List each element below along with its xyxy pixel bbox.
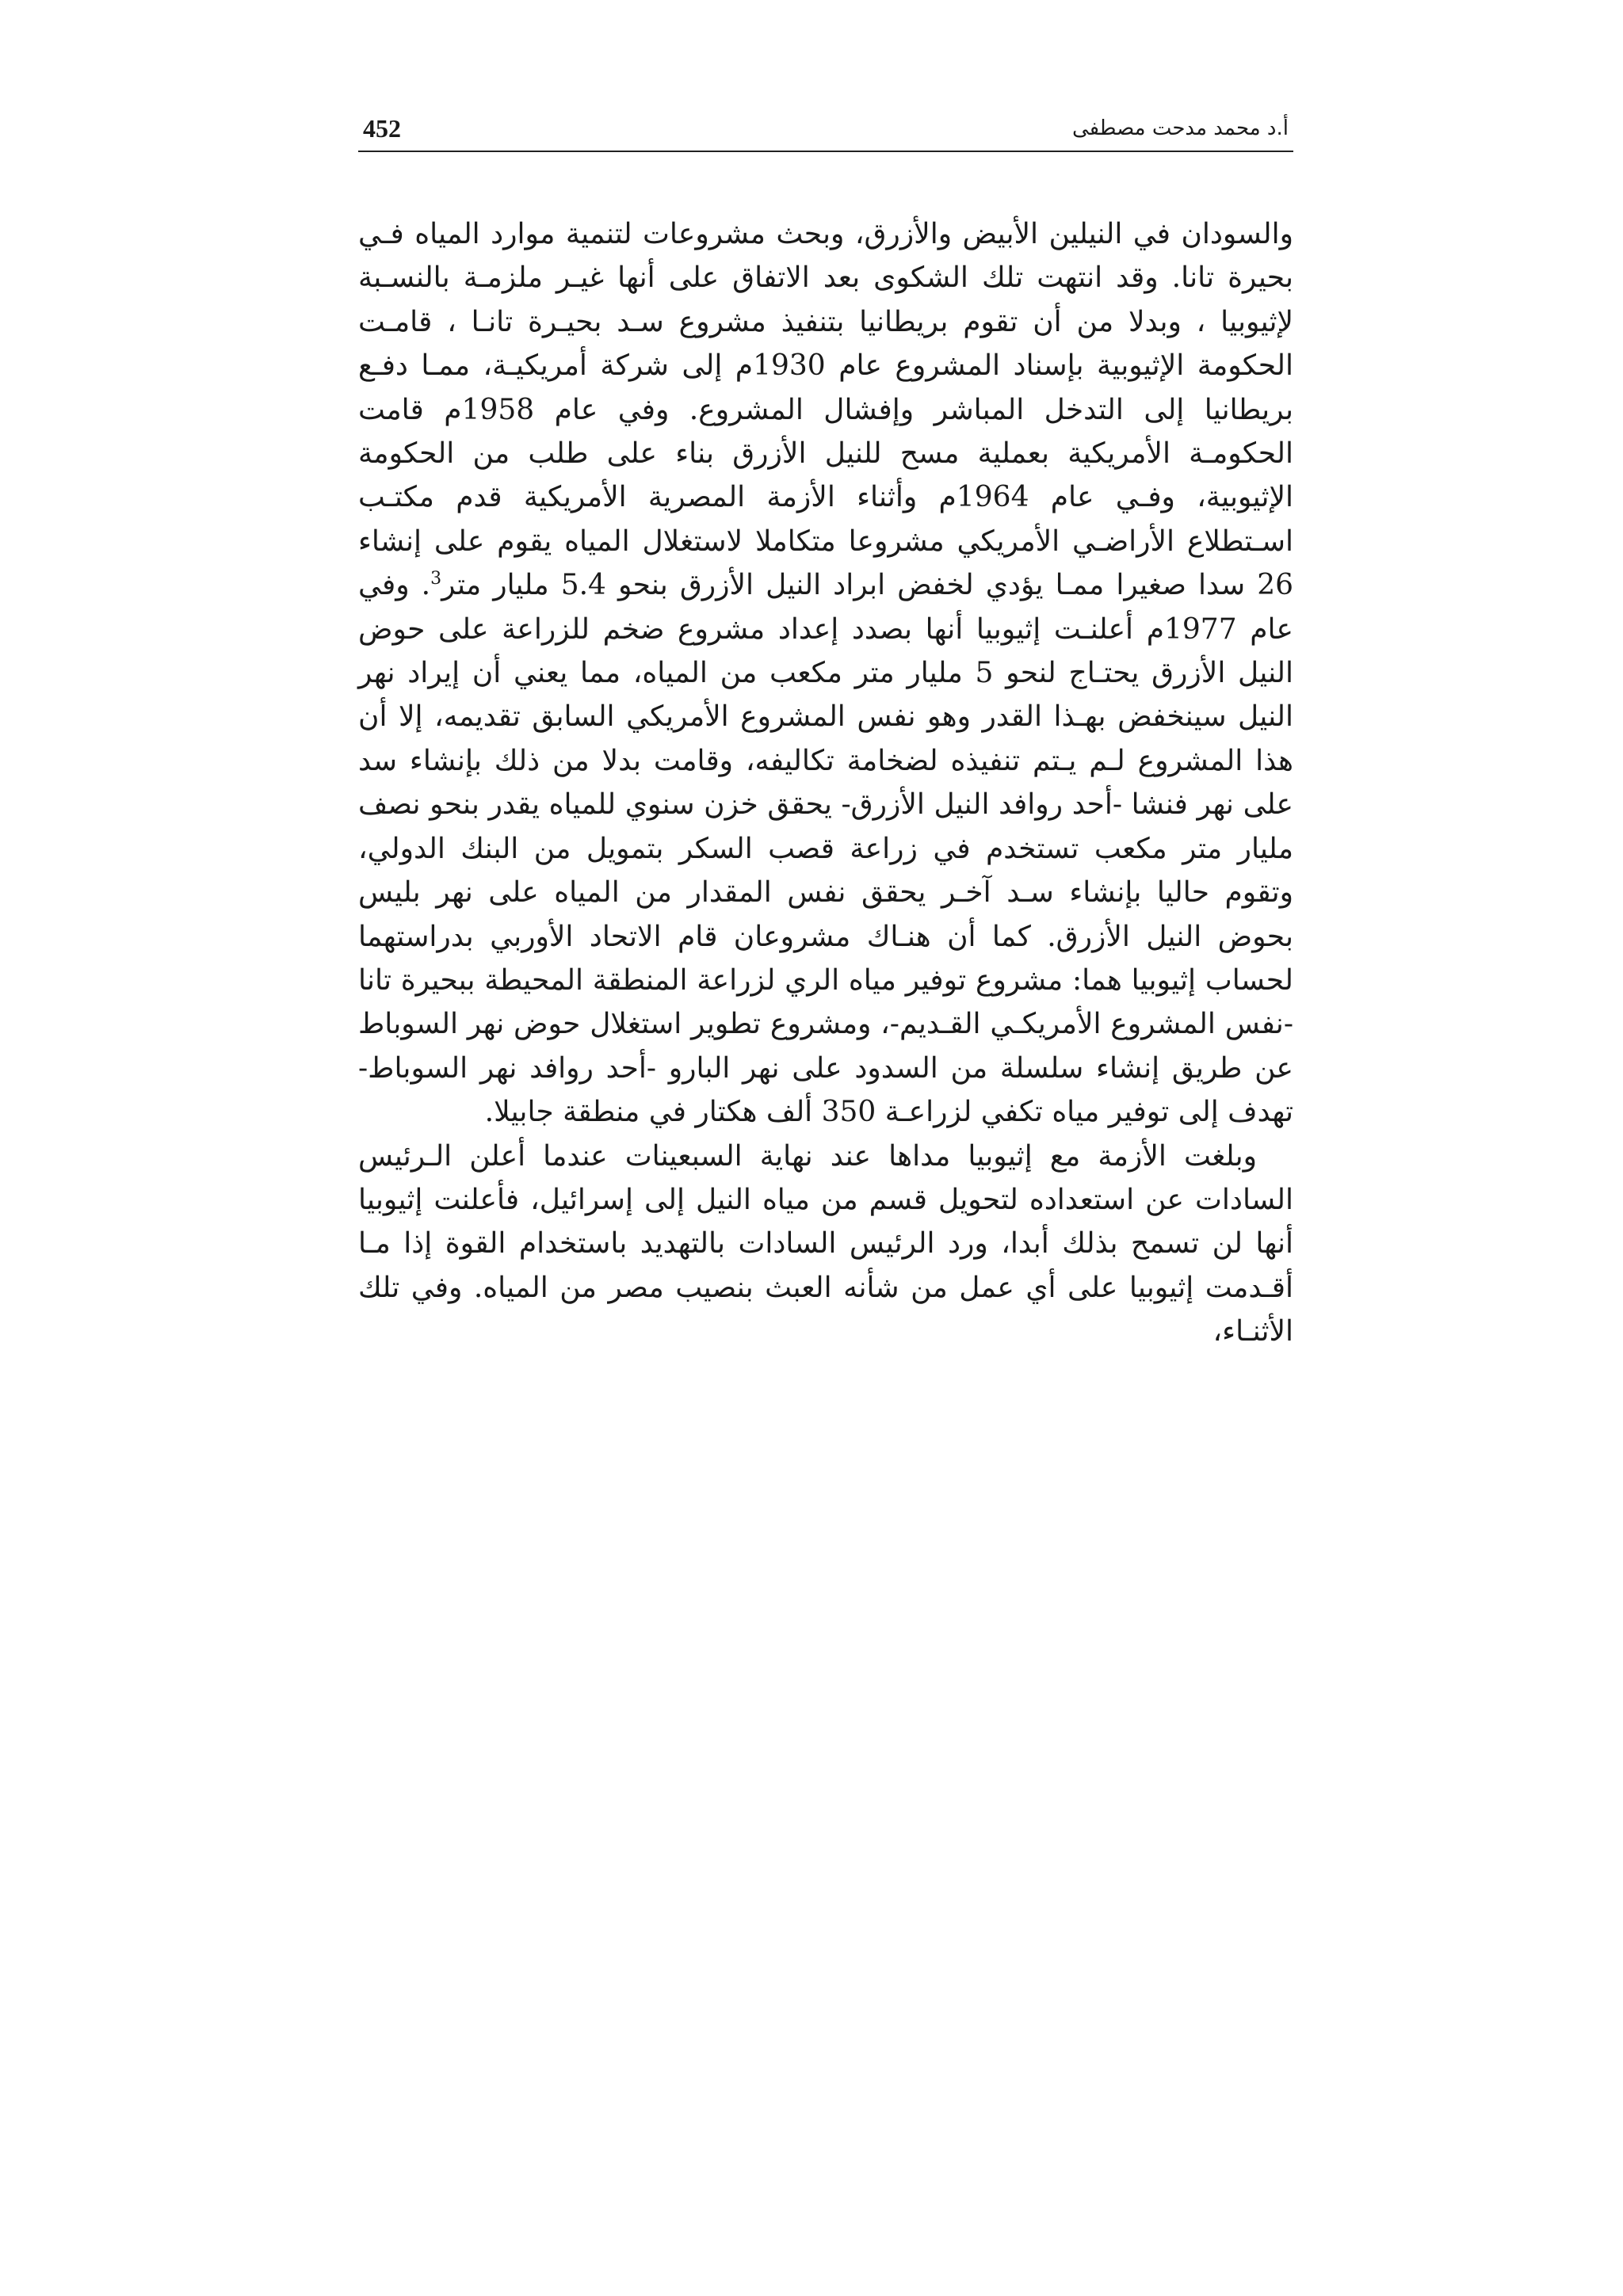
page-number: 452 — [363, 114, 401, 143]
header-rule — [358, 151, 1293, 152]
superscript-cubed: 3 — [430, 569, 442, 589]
running-header-author: أ.د محمد مدحت مصطفى — [1071, 116, 1289, 140]
paragraph-2: وبلغت الأزمة مع إثيوبيا مداها عند نهاية السبعينات عندما أعلن الـرئيس السادات عن استعداده لتحويل قسم من مياه النيل إلى إسرائيل، فأعلنت إثيوبيا أنها لن تسمح بذلك أبدا، ورد الرئيس السادات بالتهديد باستخدام القوة إذا مـا أقـدمت إثيوبيا على أي عمل من شأنه العبث بنصيب مصر من المياه. وفي تلك الأثنـاء، — [358, 1139, 1293, 1348]
paragraph-1-part-2: . وفي عام 1977م أعلنـت إثيوبيا أنها بصدد إعداد مشروع ضخم للزراعة على حوض النيل الأزرق يحتـاج لنحو 5 مليار متر مكعب من المياه، مما يعني أن إيراد نهر النيل سينخفض بهـذا القدر وهو نفس المشروع الأمريكي السابق تقديمه، إلا أن هذا المشروع لـم يـتم تنفيذه لضخامة تكاليفه، وقامت بدلا من ذلك بإنشاء سد على نهر فنشا -أحد روافد النيل الأزرق- يحقق خزن سنوي للمياه يقدر بنحو نصف مليار متر مكعب تستخدم في زراعة قصب السكر بتمويل من البنك الدولي، وتقوم حاليا بإنشاء سـد آخـر يحقق نفس المقدار من المياه على نهر بليس بحوض النيل الأزرق. كما أن هنـاك مشروعان قام الاتحاد الأوربي بدراستهما لحساب إثيوبيا هما: مشروع توفير مياه الري لزراعة المنطقة المحيطة ببحيرة تانا -نفس المشروع الأمريكـي القـديم-، ومشروع تطوير استغلال حوض نهر السوباط عن طريق إنشاء سلسلة من السدود على نهر البارو -أحد روافد نهر السوباط- تهدف إلى توفير مياه تكفي لزراعـة 350 ألف هكتار في منطقة جابيلا. — [358, 569, 1294, 1129]
paragraph-1 — [358, 212, 1293, 1135]
body-text — [358, 212, 1293, 1354]
paragraph-1-part-1: والسودان في النيلين الأبيض والأزرق، وبحث مشروعات لتنمية موارد المياه فـي بحيرة تانا. وقد انتهت تلك الشكوى بعد الاتفاق على أنها غيـر ملزمـة بالنسـبة لإثيوبيا ، وبدلا من أن تقوم بريطانيا بتنفيذ مشروع سـد بحيـرة تانـا ، قامـت الحكومة الإثيوبية بإسناد المشروع عام 1930م إلى شركة أمريكيـة، ممـا دفـع بريطانيا إلى التدخل المباشر وإفشال المشروع. وفي عام 1958م قامت الحكومـة الأمريكية بعملية مسح للنيل الأزرق بناء على طلب من الحكومة الإثيوبية، وفـي عام 1964م وأثناء الأزمة المصرية الأمريكية قدم مكتـب اسـتطلاع الأراضـي الأمريكي مشروعا متكاملا لاستغلال المياه يقوم على إنشاء 26 سدا صغيرا ممـا يؤدي لخفض ابراد النيل الأزرق بنحو 5.4 مليار متر — [358, 218, 1294, 602]
page-header — [358, 103, 1293, 151]
